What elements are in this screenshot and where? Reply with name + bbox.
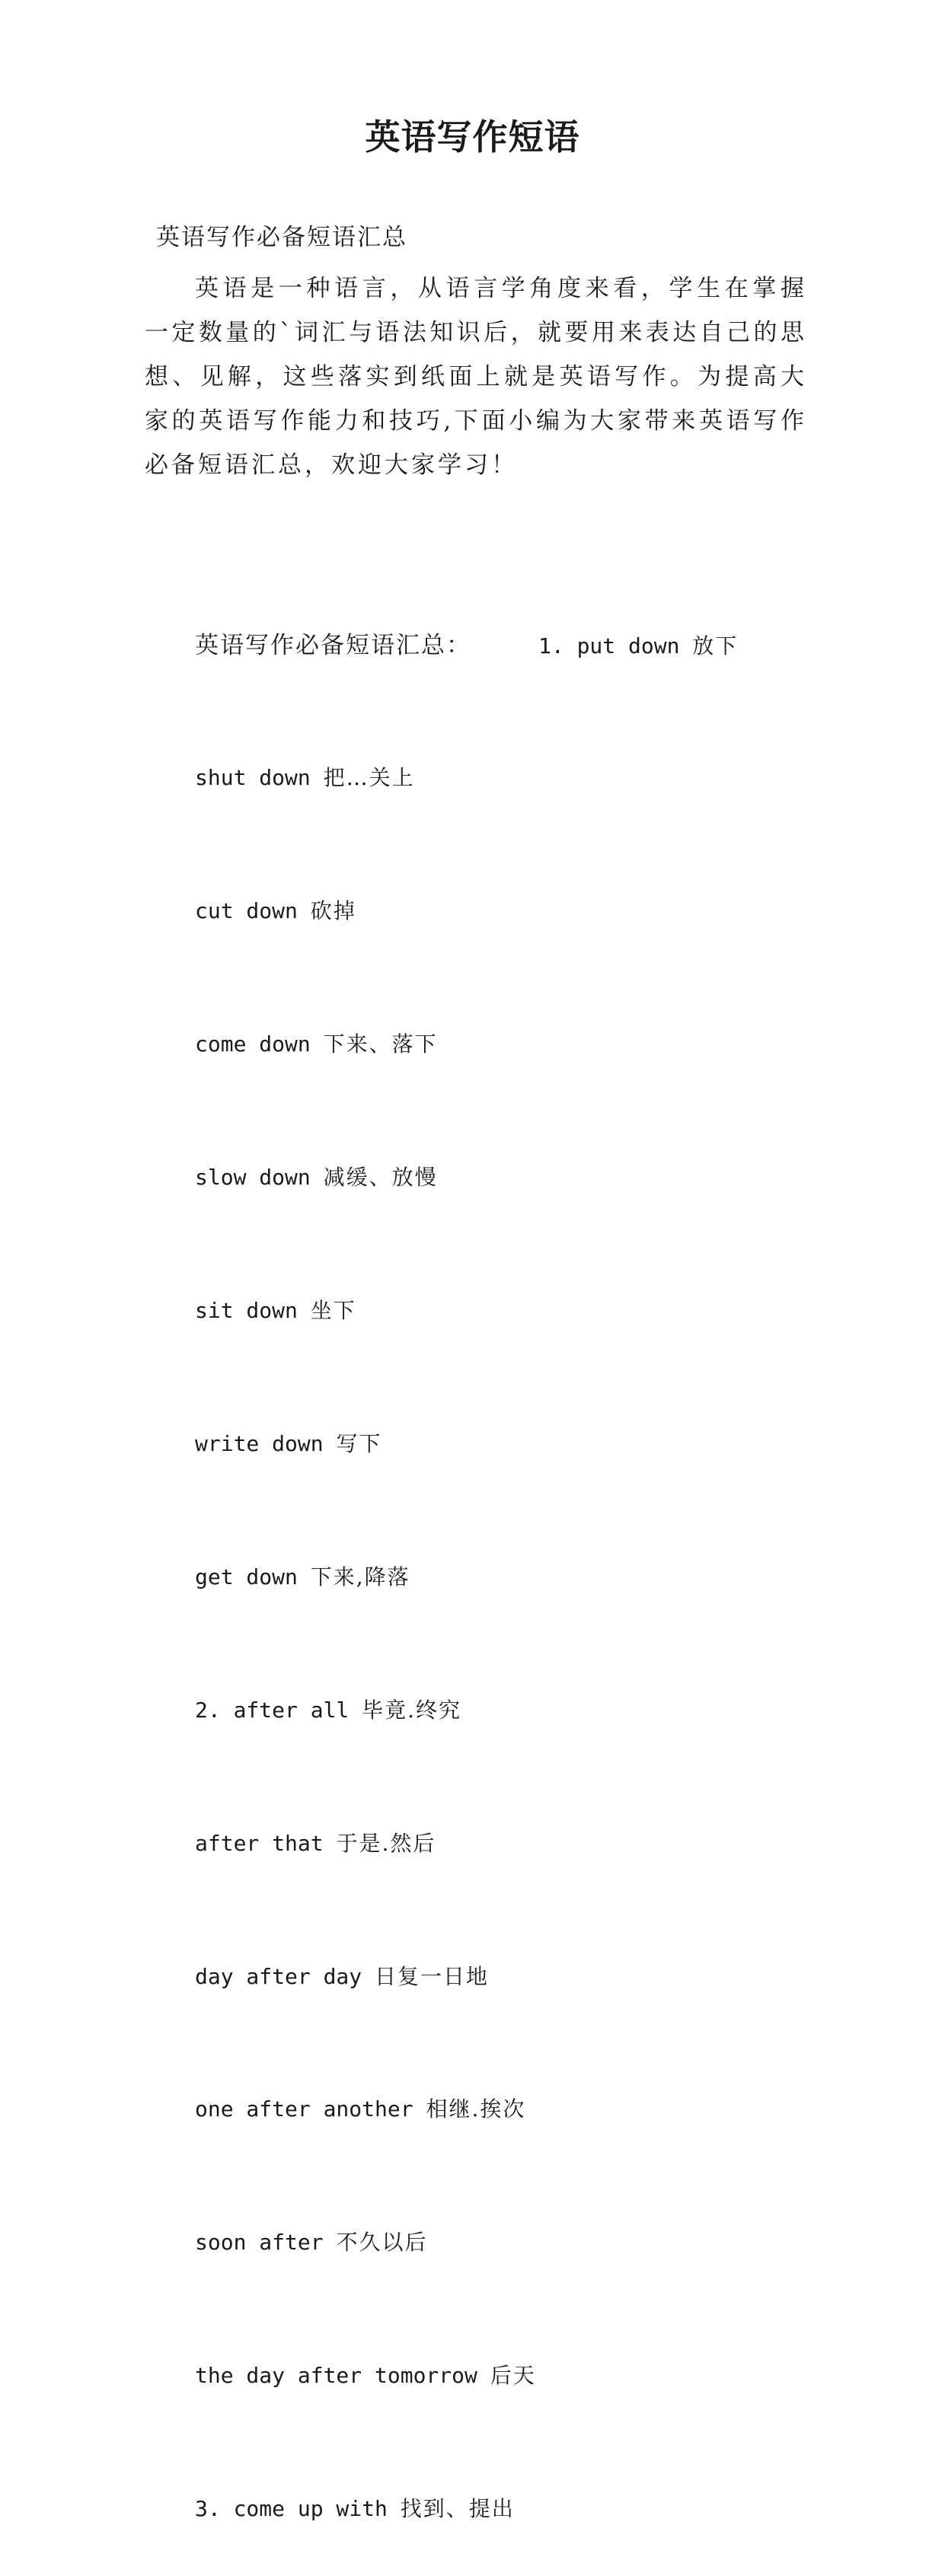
phrase-chinese: 不久以后 [336,2230,428,2256]
phrase-english: 1. put down [538,633,680,658]
phrase-list-item [195,1688,738,1733]
phrase-list-item [195,1822,738,1866]
phrase-list-item [195,889,738,933]
phrase-list-item [195,1422,738,1466]
phrase-list-item [195,1156,738,1200]
phrase-list-item [195,623,738,668]
phrase-english: after that [195,1830,324,1856]
phrase-chinese: 放下 [692,633,739,658]
phrase-english: 3. come up with [195,2496,388,2522]
phrase-chinese: 后天 [490,2363,536,2389]
phrase-english: the day after tomorrow [195,2363,477,2389]
phrase-english: cut down [195,898,298,924]
phrase-chinese: 找到、提出 [400,2496,515,2522]
document-title: 英语写作短语 [365,116,580,158]
phrase-list-item [195,2087,738,2131]
phrase-english: shut down [195,765,311,791]
phrase-english: one after another [195,2096,413,2122]
phrase-chinese: 把…关上 [323,765,415,791]
intro-paragraph: 英语是一种语言，从语言学角度来看，学生在掌握一定数量的`词汇与语法知识后，就要用来表达自己的思想、见解，这些落实到纸面上就是英语写作。为提高大家的英语写作能力和技巧,下面小编为大家带来英语写作必备短语汇总，欢迎大家学习！ [145,275,807,479]
phrase-chinese: 日复一日地 [375,1963,490,1989]
phrase-list [195,534,738,2576]
phrase-chinese: 减缓、放慢 [323,1165,438,1191]
phrase-english: sit down [195,1298,298,1324]
summary-heading: 英语写作必备短语汇总： [195,631,471,659]
phrase-chinese: 相继.挨次 [426,2096,526,2122]
phrase-list-item [195,756,738,800]
phrase-chinese: 下来、落下 [323,1031,438,1057]
phrase-chinese: 砍掉 [310,898,356,924]
phrase-list-item [195,1289,738,1333]
phrase-chinese: 下来,降落 [310,1564,410,1589]
phrase-english: come down [195,1031,311,1057]
phrase-english: soon after [195,2230,324,2256]
phrase-english: slow down [195,1165,311,1191]
phrase-list-item [195,2354,738,2398]
phrase-chinese: 毕竟.终究 [362,1697,462,1723]
phrase-chinese: 写下 [336,1430,382,1456]
phrase-english: write down [195,1430,324,1456]
phrase-english: get down [195,1564,298,1589]
phrase-chinese: 于是.然后 [336,1830,436,1856]
phrase-english: 2. after all [195,1697,350,1723]
phrase-list-item [195,1555,738,1599]
phrase-chinese: 坐下 [310,1298,356,1324]
phrase-list-item [195,1955,738,1999]
phrase-list-item [195,2487,738,2531]
phrase-list-item [195,1022,738,1066]
phrase-english: day after day [195,1963,362,1989]
document-subtitle: 英语写作必备短语汇总 [156,224,407,251]
phrase-list-item [195,2221,738,2265]
